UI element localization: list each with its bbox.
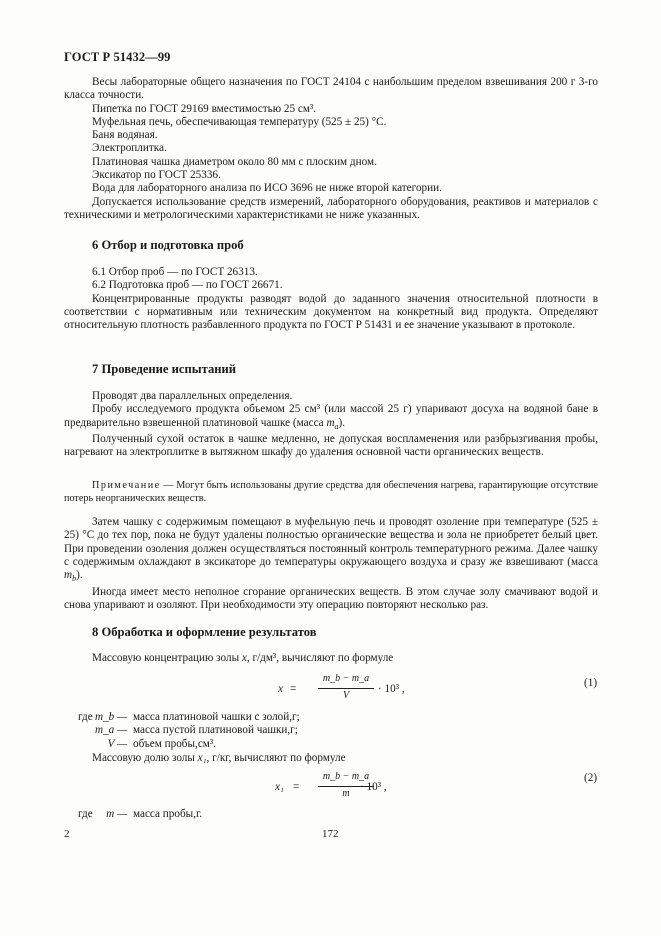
paragraph: Пробу исследуемого продукта объемом 25 см³ (или массой 25 г) упаривают досуха на водяной бане в предварительно взвешенной платиновой чашке (масса $m_a$). xyxy=(64,403,598,431)
note-text: — Могут быть использованы другие средства для обеспечения нагрева, гарантирующие отсутствие потерь неорганических веществ. xyxy=(64,480,598,504)
paragraph: 6.2 Подготовка проб — по ГОСТ 26671. xyxy=(92,279,283,292)
formula-2-numerator: m_b − m_a xyxy=(322,771,370,782)
section-6-heading: 6 Отбор и подготовка проб xyxy=(92,238,244,252)
paragraph: 6.1 Отбор проб — по ГОСТ 26313. xyxy=(92,266,258,278)
formula-1-numerator: m_b − m_a xyxy=(322,673,370,684)
legend-row: где m — масса пробы,г. xyxy=(78,808,203,820)
equipment-item: Вода для лабораторного анализа по ИСО 3696 не ниже второй категории. xyxy=(92,182,442,195)
legend-row: V — объем пробы,см³. xyxy=(107,737,217,750)
formula-2-equals: = xyxy=(293,781,300,793)
formula-2-lhs: x₁ xyxy=(275,781,284,793)
section-8-heading: 8 Обработка и оформление результатов xyxy=(92,625,317,639)
note-label: Примечание xyxy=(92,480,161,491)
paragraph: Иногда имеет место неполное сгорание органических веществ. В этом случае золу смачивают водой и снова упаривают и озоляют. При необходимости эту операцию повторяют несколько раз. xyxy=(64,585,598,612)
formula-1-fraction-bar xyxy=(318,688,374,689)
formula-2-multiplier: · 10³ , xyxy=(360,781,387,793)
legend-row: m_a — масса пустой платиновой чашки,г; xyxy=(94,724,298,737)
equipment-item: Пипетка по ГОСТ 29169 вместимостью 25 см³. xyxy=(92,102,317,115)
formula-1-lhs: x xyxy=(278,683,283,695)
formula-2-number: (2) xyxy=(584,772,598,784)
formula-1-denominator: V xyxy=(342,690,350,701)
section-7-body-a xyxy=(64,390,598,460)
paragraph: Затем чашку с содержимым помещают в муфельную печь и проводят озоление при температуре (525 ± 25) °С до тех пор, пока не будут удалены полностью органические вещества и зола не приобретет белый цвет. При проведении озоления должен осуществляться постоянный контроль температурного режима. Далее чашку с содержимым охлаждают в эксикаторе до температуры окружающего воздуха и сразу же взвешивают (масса $m_b$). xyxy=(64,516,598,584)
section-7-body-b xyxy=(64,516,598,612)
equipment-item: Допускается использование средств измерений, лабораторного оборудования, реактивов и материалов с техническими и метрологическими характеристиками не ниже указанных. xyxy=(64,195,598,221)
paragraph: Концентрированные продукты разводят водой до заданного значения относительной плотности в соответствии с нормативным или техническим документом на конкретный вид продукта. Определяют относительную плотность разбавленного продукта по ГОСТ Р 51431 и ее значение указывают в протоколе. xyxy=(64,292,598,332)
equipment-item: Электроплитка. xyxy=(92,142,167,155)
formula-1-number: (1) xyxy=(584,677,598,689)
equipment-item: Платиновая чашка диаметром около 80 мм с плоским дном. xyxy=(92,155,377,168)
legend-row: где m_b — масса платиновой чашки с золой,г; xyxy=(78,711,300,723)
formula-2-legend xyxy=(64,808,202,821)
formula-2-denominator: m xyxy=(342,788,350,799)
page-number-center: 172 xyxy=(322,828,339,840)
section-7-heading: 7 Проведение испытаний xyxy=(92,362,237,376)
formula-1-equals: = xyxy=(290,683,297,695)
paragraph: Проводят два параллельных определения. xyxy=(92,390,293,402)
formula-1-intro: Массовую концентрацию золы x, г/дм³, вычисляют по формуле xyxy=(92,652,394,664)
equipment-list xyxy=(64,76,598,222)
section-6-body xyxy=(64,266,598,332)
equipment-item: Эксикатор по ГОСТ 25336. xyxy=(92,169,221,182)
formula-1-multiplier: · 10³ , xyxy=(378,683,405,695)
note xyxy=(64,479,598,505)
equipment-item: Муфельная печь, обеспечивающая температуру (525 ± 25) °С. xyxy=(92,115,387,128)
formula-1-legend xyxy=(64,711,300,751)
equipment-item: Баня водяная. xyxy=(92,129,158,142)
equipment-item: Весы лабораторные общего назначения по ГОСТ 24104 с наибольшим пределом взвешивания 200 г 3-го класса точности. xyxy=(64,76,598,102)
formula-2-intro: Массовую долю золы x₁, г/кг, вычисляют по формуле xyxy=(92,752,346,764)
standard-header: ГОСТ Р 51432—99 xyxy=(64,50,171,64)
paragraph: Полученный сухой остаток в чашке медленно, не допуская воспламенения или разбрызгивания пробы, нагревают на электроплитке в вытяжном шкафу до удаления основной части органических веществ. xyxy=(64,433,598,459)
page-number-left: 2 xyxy=(64,828,70,840)
